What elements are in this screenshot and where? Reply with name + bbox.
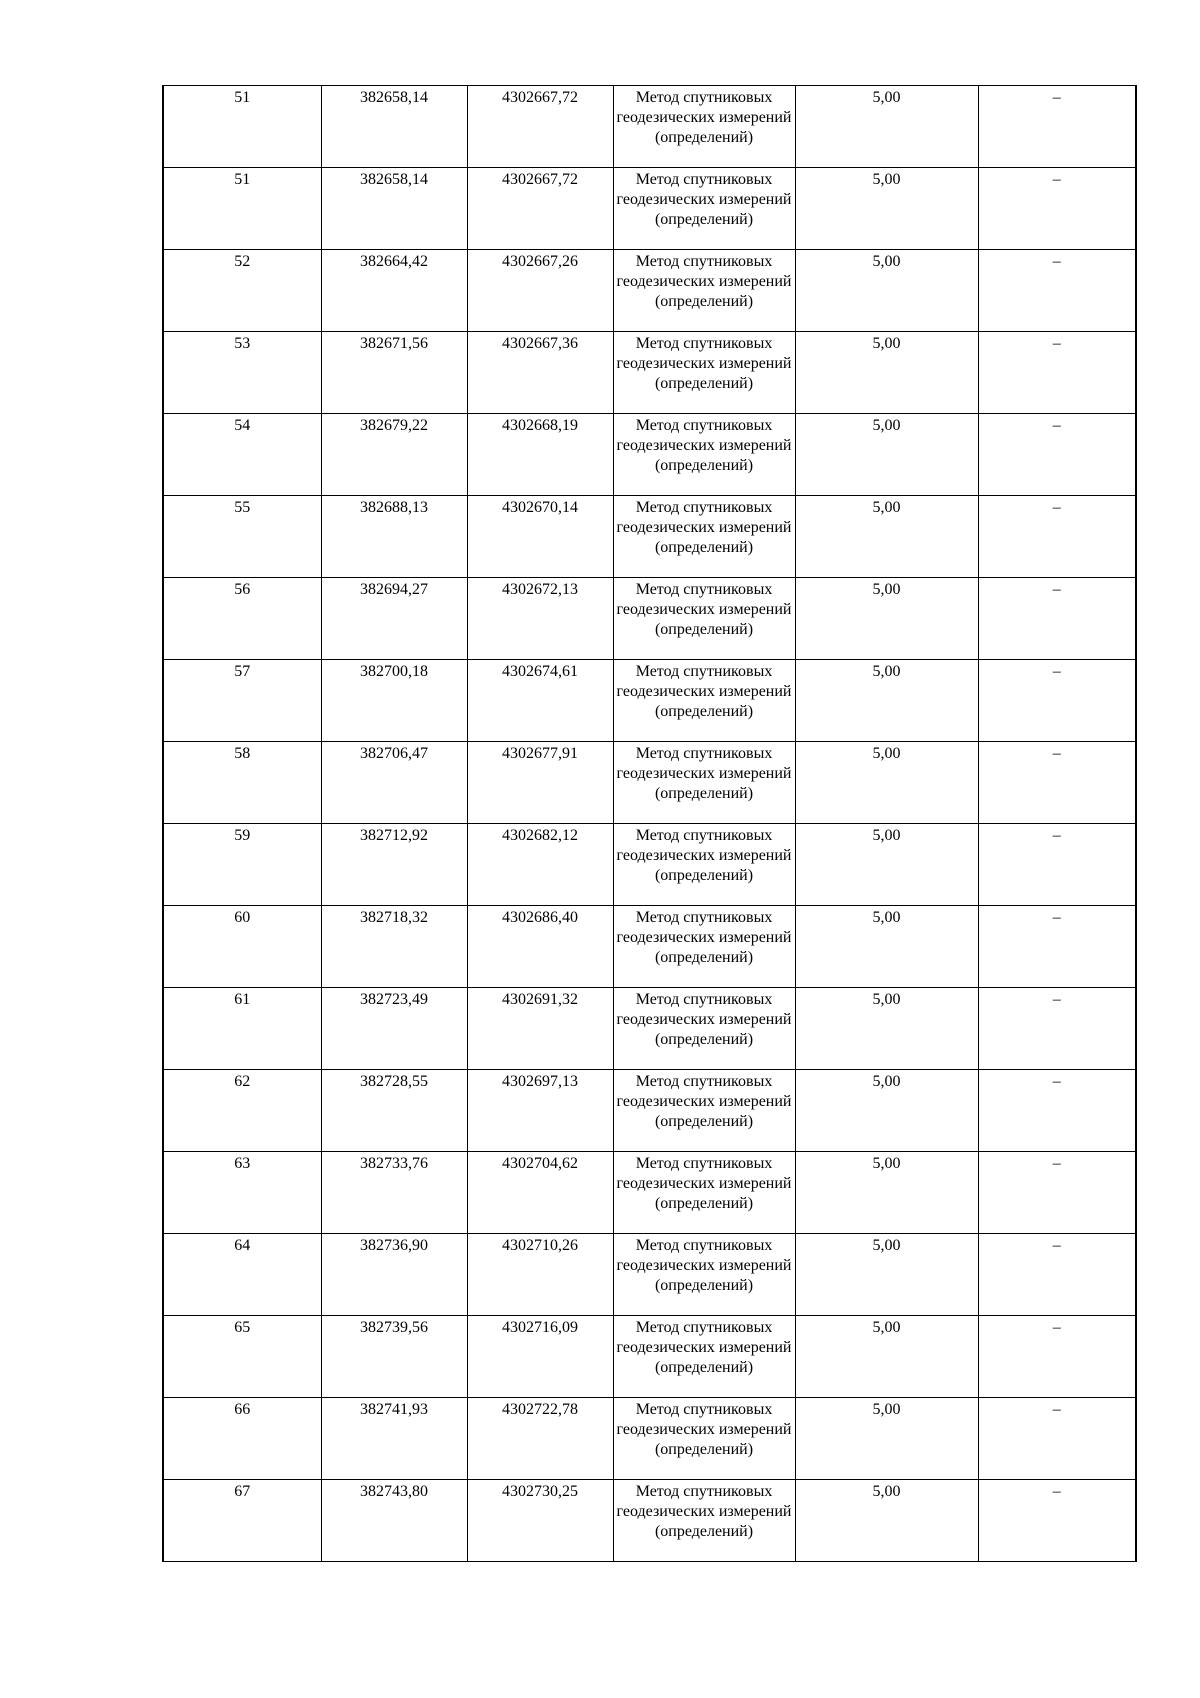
note-cell: – bbox=[978, 86, 1136, 168]
x-coordinate-cell: 382718,32 bbox=[321, 906, 467, 988]
table-body bbox=[163, 86, 1136, 1562]
y-coordinate-cell: 4302672,13 bbox=[467, 578, 613, 660]
method-cell: Метод спутниковых геодезических измерений (определений) bbox=[613, 824, 795, 906]
method-cell: Метод спутниковых геодезических измерений (определений) bbox=[613, 496, 795, 578]
table-row bbox=[163, 1398, 1136, 1480]
table-row bbox=[163, 250, 1136, 332]
y-coordinate-cell: 4302668,19 bbox=[467, 414, 613, 496]
method-cell: Метод спутниковых геодезических измерений (определений) bbox=[613, 578, 795, 660]
table-row bbox=[163, 742, 1136, 824]
x-coordinate-cell: 382728,55 bbox=[321, 1070, 467, 1152]
y-coordinate-cell: 4302691,32 bbox=[467, 988, 613, 1070]
table-row bbox=[163, 168, 1136, 250]
x-coordinate-cell: 382700,18 bbox=[321, 660, 467, 742]
note-cell: – bbox=[978, 578, 1136, 660]
y-coordinate-cell: 4302667,36 bbox=[467, 332, 613, 414]
x-coordinate-cell: 382706,47 bbox=[321, 742, 467, 824]
note-cell: – bbox=[978, 1152, 1136, 1234]
point-number-cell: 67 bbox=[163, 1480, 321, 1562]
point-number-cell: 57 bbox=[163, 660, 321, 742]
method-cell: Метод спутниковых геодезических измерений (определений) bbox=[613, 742, 795, 824]
table-row bbox=[163, 906, 1136, 988]
table-row bbox=[163, 660, 1136, 742]
method-cell: Метод спутниковых геодезических измерений (определений) bbox=[613, 1070, 795, 1152]
table-row bbox=[163, 1152, 1136, 1234]
method-cell: Метод спутниковых геодезических измерений (определений) bbox=[613, 1234, 795, 1316]
note-cell: – bbox=[978, 988, 1136, 1070]
point-number-cell: 60 bbox=[163, 906, 321, 988]
method-cell: Метод спутниковых геодезических измерений (определений) bbox=[613, 660, 795, 742]
method-cell: Метод спутниковых геодезических измерений (определений) bbox=[613, 1398, 795, 1480]
accuracy-cell: 5,00 bbox=[795, 906, 978, 988]
x-coordinate-cell: 382736,90 bbox=[321, 1234, 467, 1316]
note-cell: – bbox=[978, 1316, 1136, 1398]
x-coordinate-cell: 382671,56 bbox=[321, 332, 467, 414]
accuracy-cell: 5,00 bbox=[795, 496, 978, 578]
table-row bbox=[163, 1234, 1136, 1316]
method-cell: Метод спутниковых геодезических измерений (определений) bbox=[613, 332, 795, 414]
y-coordinate-cell: 4302697,13 bbox=[467, 1070, 613, 1152]
note-cell: – bbox=[978, 250, 1136, 332]
accuracy-cell: 5,00 bbox=[795, 86, 978, 168]
y-coordinate-cell: 4302670,14 bbox=[467, 496, 613, 578]
point-number-cell: 52 bbox=[163, 250, 321, 332]
y-coordinate-cell: 4302730,25 bbox=[467, 1480, 613, 1562]
note-cell: – bbox=[978, 496, 1136, 578]
coordinates-table bbox=[162, 85, 1137, 1562]
point-number-cell: 66 bbox=[163, 1398, 321, 1480]
x-coordinate-cell: 382694,27 bbox=[321, 578, 467, 660]
x-coordinate-cell: 382664,42 bbox=[321, 250, 467, 332]
y-coordinate-cell: 4302674,61 bbox=[467, 660, 613, 742]
note-cell: – bbox=[978, 1234, 1136, 1316]
x-coordinate-cell: 382739,56 bbox=[321, 1316, 467, 1398]
note-cell: – bbox=[978, 1480, 1136, 1562]
accuracy-cell: 5,00 bbox=[795, 1316, 978, 1398]
note-cell: – bbox=[978, 906, 1136, 988]
point-number-cell: 64 bbox=[163, 1234, 321, 1316]
y-coordinate-cell: 4302710,26 bbox=[467, 1234, 613, 1316]
accuracy-cell: 5,00 bbox=[795, 660, 978, 742]
note-cell: – bbox=[978, 1398, 1136, 1480]
method-cell: Метод спутниковых геодезических измерений (определений) bbox=[613, 414, 795, 496]
table-row bbox=[163, 332, 1136, 414]
point-number-cell: 51 bbox=[163, 86, 321, 168]
x-coordinate-cell: 382743,80 bbox=[321, 1480, 467, 1562]
x-coordinate-cell: 382712,92 bbox=[321, 824, 467, 906]
y-coordinate-cell: 4302667,26 bbox=[467, 250, 613, 332]
method-cell: Метод спутниковых геодезических измерений (определений) bbox=[613, 906, 795, 988]
y-coordinate-cell: 4302667,72 bbox=[467, 86, 613, 168]
x-coordinate-cell: 382741,93 bbox=[321, 1398, 467, 1480]
table-row bbox=[163, 1070, 1136, 1152]
table-row bbox=[163, 1480, 1136, 1562]
point-number-cell: 62 bbox=[163, 1070, 321, 1152]
method-cell: Метод спутниковых геодезических измерений (определений) bbox=[613, 168, 795, 250]
note-cell: – bbox=[978, 168, 1136, 250]
accuracy-cell: 5,00 bbox=[795, 1152, 978, 1234]
table-row bbox=[163, 578, 1136, 660]
table-row bbox=[163, 414, 1136, 496]
note-cell: – bbox=[978, 660, 1136, 742]
method-cell: Метод спутниковых геодезических измерений (определений) bbox=[613, 1316, 795, 1398]
y-coordinate-cell: 4302722,78 bbox=[467, 1398, 613, 1480]
method-cell: Метод спутниковых геодезических измерений (определений) bbox=[613, 1152, 795, 1234]
accuracy-cell: 5,00 bbox=[795, 742, 978, 824]
table-row bbox=[163, 988, 1136, 1070]
point-number-cell: 53 bbox=[163, 332, 321, 414]
method-cell: Метод спутниковых геодезических измерений (определений) bbox=[613, 1480, 795, 1562]
accuracy-cell: 5,00 bbox=[795, 578, 978, 660]
accuracy-cell: 5,00 bbox=[795, 1070, 978, 1152]
y-coordinate-cell: 4302716,09 bbox=[467, 1316, 613, 1398]
x-coordinate-cell: 382723,49 bbox=[321, 988, 467, 1070]
point-number-cell: 51 bbox=[163, 168, 321, 250]
method-cell: Метод спутниковых геодезических измерений (определений) bbox=[613, 988, 795, 1070]
accuracy-cell: 5,00 bbox=[795, 250, 978, 332]
accuracy-cell: 5,00 bbox=[795, 332, 978, 414]
table-row bbox=[163, 824, 1136, 906]
point-number-cell: 54 bbox=[163, 414, 321, 496]
method-cell: Метод спутниковых геодезических измерений (определений) bbox=[613, 86, 795, 168]
x-coordinate-cell: 382679,22 bbox=[321, 414, 467, 496]
y-coordinate-cell: 4302682,12 bbox=[467, 824, 613, 906]
x-coordinate-cell: 382733,76 bbox=[321, 1152, 467, 1234]
note-cell: – bbox=[978, 824, 1136, 906]
table-row bbox=[163, 496, 1136, 578]
method-cell: Метод спутниковых геодезических измерений (определений) bbox=[613, 250, 795, 332]
point-number-cell: 61 bbox=[163, 988, 321, 1070]
note-cell: – bbox=[978, 414, 1136, 496]
point-number-cell: 63 bbox=[163, 1152, 321, 1234]
x-coordinate-cell: 382688,13 bbox=[321, 496, 467, 578]
accuracy-cell: 5,00 bbox=[795, 824, 978, 906]
accuracy-cell: 5,00 bbox=[795, 1234, 978, 1316]
accuracy-cell: 5,00 bbox=[795, 414, 978, 496]
table-row bbox=[163, 86, 1136, 168]
point-number-cell: 56 bbox=[163, 578, 321, 660]
y-coordinate-cell: 4302677,91 bbox=[467, 742, 613, 824]
table-row bbox=[163, 1316, 1136, 1398]
y-coordinate-cell: 4302667,72 bbox=[467, 168, 613, 250]
note-cell: – bbox=[978, 742, 1136, 824]
accuracy-cell: 5,00 bbox=[795, 1398, 978, 1480]
note-cell: – bbox=[978, 1070, 1136, 1152]
accuracy-cell: 5,00 bbox=[795, 1480, 978, 1562]
point-number-cell: 58 bbox=[163, 742, 321, 824]
x-coordinate-cell: 382658,14 bbox=[321, 168, 467, 250]
accuracy-cell: 5,00 bbox=[795, 168, 978, 250]
y-coordinate-cell: 4302686,40 bbox=[467, 906, 613, 988]
accuracy-cell: 5,00 bbox=[795, 988, 978, 1070]
point-number-cell: 59 bbox=[163, 824, 321, 906]
y-coordinate-cell: 4302704,62 bbox=[467, 1152, 613, 1234]
point-number-cell: 55 bbox=[163, 496, 321, 578]
x-coordinate-cell: 382658,14 bbox=[321, 86, 467, 168]
note-cell: – bbox=[978, 332, 1136, 414]
point-number-cell: 65 bbox=[163, 1316, 321, 1398]
